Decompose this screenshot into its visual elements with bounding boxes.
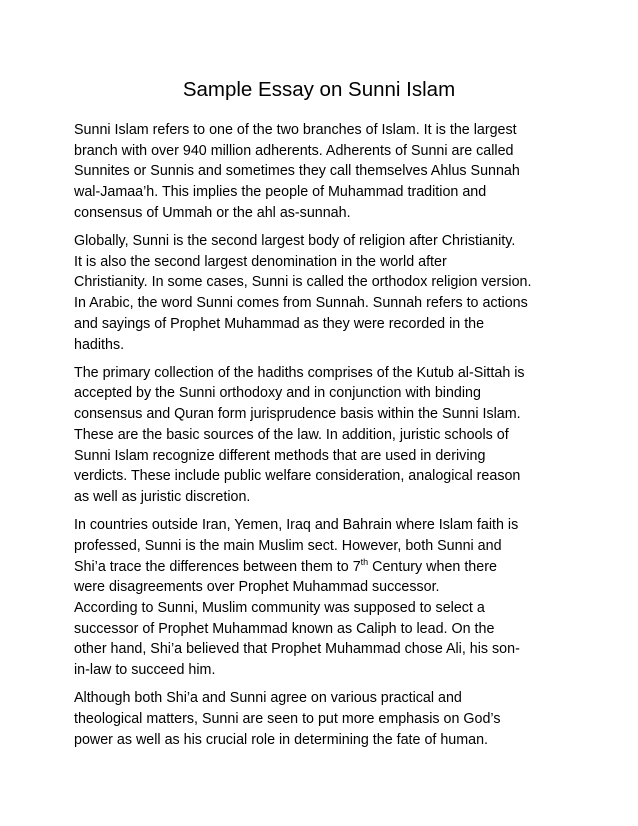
- text-line: Globally, Sunni is the second largest body of religion after Christianity.: [74, 233, 516, 250]
- text-line: Sunni Islam refers to one of the two branches of Islam. It is the largest: [74, 122, 517, 138]
- text-line: wal-Jamaa’h. This implies the people of Muhammad tradition and: [74, 184, 487, 201]
- text-line: successor of Prophet Muhammad known as Caliph to lead. On the: [74, 620, 495, 637]
- text-line: and sayings of Prophet Muhammad as they were recorded in the: [74, 315, 485, 332]
- text-line: consensus of Ummah or the ahl as-sunnah.: [74, 204, 351, 221]
- text-line: branch with over 940 million adherents. Adherents of Sunni are called: [74, 142, 514, 159]
- text-segment: Century when there: [368, 558, 497, 575]
- text-line: other hand, Shi’a believed that Prophet Muhammad chose Ali, his son-: [74, 641, 520, 658]
- text-line: In Arabic, the word Sunni comes from Sunnah. Sunnah refers to actions: [74, 295, 528, 312]
- text-line: These are the basic sources of the law. In addition, juristic schools of: [74, 426, 509, 443]
- paragraph-2: [74, 231, 594, 355]
- text-line: hadiths.: [74, 336, 125, 353]
- text-line: accepted by the Sunni orthodoxy and in conjunction with binding: [74, 385, 481, 402]
- paragraph-1: [74, 120, 594, 224]
- text-line: theological matters, Sunni are seen to put more emphasis on God’s: [74, 710, 501, 727]
- text-line: as well as juristic discretion.: [74, 488, 251, 505]
- text-line: power as well as his crucial role in determining the fate of human.: [74, 731, 489, 748]
- paragraph-4: [74, 515, 594, 681]
- text-line: Although both Shi’a and Sunni agree on various practical and: [74, 690, 462, 707]
- text-line-with-superscript: [74, 557, 594, 578]
- paragraph-5: [74, 688, 594, 750]
- text-line: were disagreements over Prophet Muhammad successor.: [74, 579, 440, 596]
- text-line: consensus and Quran form jurisprudence basis within the Sunni Islam.: [74, 406, 521, 423]
- document-body: [74, 120, 594, 758]
- text-line: Christianity. In some cases, Sunni is called the orthodox religion version.: [74, 274, 532, 291]
- text-line: The primary collection of the hadiths comprises of the Kutub al-Sittah is: [74, 364, 525, 381]
- paragraph-3: [74, 363, 594, 508]
- ordinal-superscript: th: [360, 556, 369, 567]
- text-line: verdicts. These include public welfare consideration, analogical reason: [74, 468, 521, 485]
- text-line: professed, Sunni is the main Muslim sect. However, both Sunni and: [74, 537, 502, 554]
- text-line: In countries outside Iran, Yemen, Iraq and Bahrain where Islam faith is: [74, 517, 519, 534]
- text-line: According to Sunni, Muslim community was supposed to select a: [74, 599, 485, 616]
- text-line: Sunni Islam recognize different methods that are used in deriving: [74, 447, 486, 464]
- text-line: in-law to succeed him.: [74, 662, 216, 679]
- text-segment: Shi’a trace the differences between them to 7: [74, 558, 361, 575]
- text-line: Sunnites or Sunnis and sometimes they call themselves Ahlus Sunnah: [74, 163, 520, 180]
- document-title: Sample Essay on Sunni Islam: [182, 78, 456, 101]
- text-line: It is also the second largest denomination in the world after: [74, 253, 447, 270]
